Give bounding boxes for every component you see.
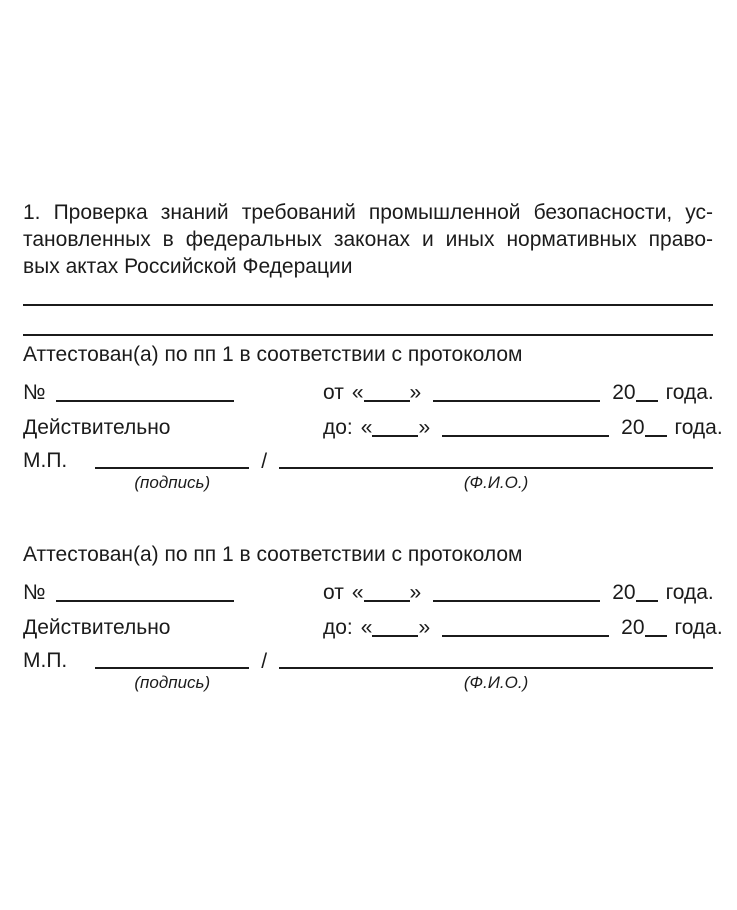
number-label: № <box>23 381 46 404</box>
until-label: до: <box>323 416 353 439</box>
open-quote: « <box>360 416 373 439</box>
from-label: от <box>323 381 344 404</box>
section-title-line-2: тановленных в федеральных законах и иных нормативных право- <box>23 228 713 251</box>
valid-label: Действительно <box>23 616 171 639</box>
protocol-number-group <box>23 579 323 606</box>
protocol-number-group <box>23 379 323 406</box>
protocol-date-group <box>323 379 714 406</box>
until-label: до: <box>323 616 353 639</box>
open-quote: « <box>360 616 373 639</box>
seal-label: М.П. <box>23 649 68 672</box>
fullname-caption: (Ф.И.О.) <box>463 473 529 492</box>
month-blank <box>433 600 600 602</box>
signature-field <box>95 647 249 693</box>
signature-caption: (подпись) <box>134 673 211 692</box>
close-quote: » <box>418 416 431 439</box>
from-label: от <box>323 581 344 604</box>
fullname-field <box>279 447 713 493</box>
year-blank <box>645 435 667 437</box>
protocol-number-row <box>23 379 713 406</box>
protocol-number-blank <box>56 400 234 402</box>
year-blank <box>636 600 658 602</box>
attestation-heading: Аттестован(а) по пп 1 в соответствии с протоколом <box>23 343 523 366</box>
month-blank <box>442 435 609 437</box>
year-suffix: года. <box>665 381 714 404</box>
year-blank <box>636 400 658 402</box>
seal-label: М.П. <box>23 449 68 472</box>
day-blank <box>372 435 418 437</box>
attestation-block-2 <box>23 541 723 693</box>
year-blank <box>645 635 667 637</box>
validity-row <box>23 414 723 441</box>
day-blank <box>372 635 418 637</box>
section-title-line-1: 1. Проверка знаний требований промышленной безопасности, ус- <box>23 201 713 224</box>
validity-date-group <box>323 614 723 641</box>
seal-signature-row <box>23 647 713 693</box>
write-in-line-2 <box>23 334 713 336</box>
fullname-field <box>279 647 713 693</box>
year-suffix: года. <box>674 416 723 439</box>
protocol-number-blank <box>56 600 234 602</box>
day-blank <box>364 600 410 602</box>
section-title-line-3: вых актах Российской Федерации <box>23 255 353 278</box>
validity-row <box>23 614 723 641</box>
month-blank <box>442 635 609 637</box>
day-blank <box>364 400 410 402</box>
validity-date-group <box>323 414 723 441</box>
signature-blank <box>95 447 249 469</box>
close-quote: » <box>409 381 422 404</box>
protocol-date-group <box>323 579 714 606</box>
year-prefix: 20 <box>621 416 645 439</box>
year-suffix: года. <box>665 581 714 604</box>
signature-field <box>95 447 249 493</box>
fullname-blank <box>279 447 713 469</box>
year-suffix: года. <box>674 616 723 639</box>
close-quote: » <box>418 616 431 639</box>
seal-signature-row <box>23 447 713 493</box>
separator-slash: / <box>261 450 268 473</box>
fullname-caption: (Ф.И.О.) <box>463 673 529 692</box>
attestation-heading: Аттестован(а) по пп 1 в соответствии с протоколом <box>23 543 523 566</box>
section-title <box>23 199 713 280</box>
open-quote: « <box>351 581 364 604</box>
signature-caption: (подпись) <box>134 473 211 492</box>
fullname-blank <box>279 647 713 669</box>
protocol-number-row <box>23 579 713 606</box>
year-prefix: 20 <box>612 581 636 604</box>
document-content <box>0 199 737 693</box>
number-label: № <box>23 581 46 604</box>
validity-label-group <box>23 414 323 441</box>
signature-blank <box>95 647 249 669</box>
open-quote: « <box>351 381 364 404</box>
separator-slash: / <box>261 650 268 673</box>
write-in-line-1 <box>23 304 713 306</box>
attestation-block-1 <box>23 341 723 493</box>
validity-label-group <box>23 614 323 641</box>
close-quote: » <box>409 581 422 604</box>
valid-label: Действительно <box>23 416 171 439</box>
month-blank <box>433 400 600 402</box>
year-prefix: 20 <box>621 616 645 639</box>
year-prefix: 20 <box>612 381 636 404</box>
